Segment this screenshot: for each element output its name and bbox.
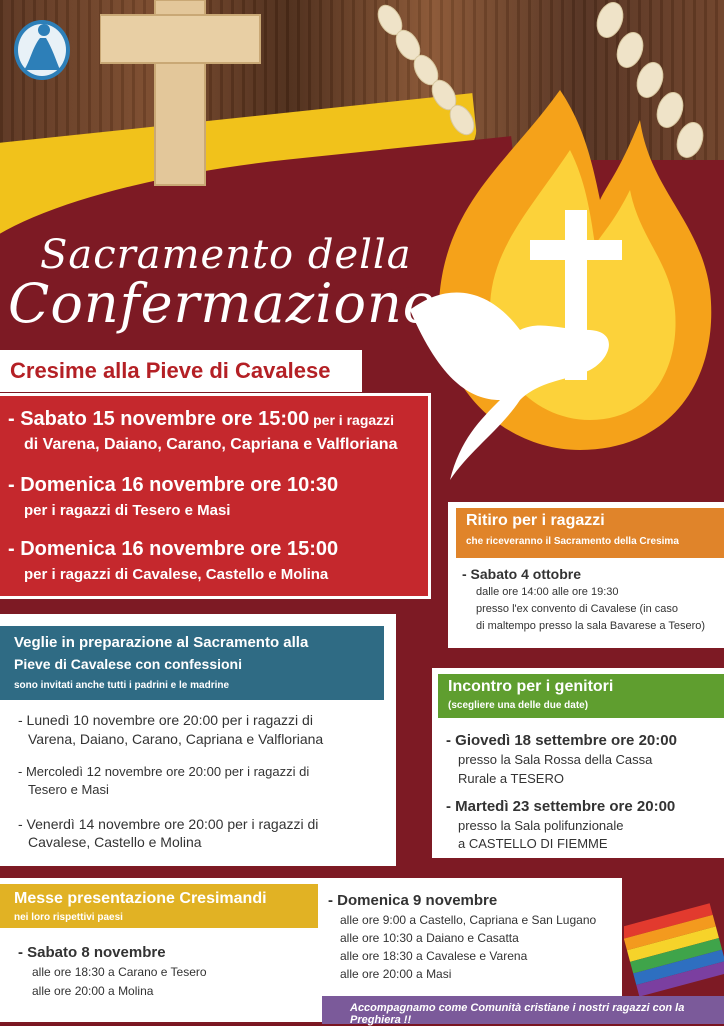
cresime-heading-panel bbox=[0, 350, 362, 392]
ritiro-date: - Sabato 4 ottobre bbox=[462, 566, 582, 582]
title-line1: Sacramento della bbox=[40, 232, 412, 278]
ritiro-subheading: che riceveranno il Sacramento della Cresima bbox=[466, 536, 679, 547]
incontro-item-2-line2: a CASTELLO DI FIEMME bbox=[458, 836, 608, 851]
veglie-item-1-line1: - Lunedì 10 novembre ore 20:00 per i ragazzi di bbox=[18, 712, 313, 728]
veglie-item-3-line2: Cavalese, Castello e Molina bbox=[28, 834, 202, 850]
messe-domenica-line3: alle ore 18:30 a Cavalese e Varena bbox=[340, 949, 528, 963]
veglie-item-2-line2: Tesero e Masi bbox=[28, 782, 109, 797]
messe-domenica-line2: alle ore 10:30 a Daiano e Casatta bbox=[340, 931, 519, 945]
footer-bar bbox=[322, 996, 724, 1024]
veglie-heading2: Pieve di Cavalese con confessioni bbox=[14, 656, 242, 672]
messe-heading-panel bbox=[0, 884, 318, 928]
messe-subheading: nei loro rispettivi paesi bbox=[14, 912, 123, 923]
rainbow-flag-icon bbox=[624, 900, 724, 996]
incontro-item-1-line2: Rurale a TESERO bbox=[458, 771, 564, 786]
veglie-item-3-line1: - Venerdì 14 novembre ore 20:00 per i ragazzi di bbox=[18, 816, 319, 832]
incontro-heading-panel bbox=[438, 674, 724, 718]
title-line2: Confermazione bbox=[8, 272, 436, 335]
cresime-heading: Cresime alla Pieve di Cavalese bbox=[10, 358, 331, 383]
incontro-item-1-date: - Giovedì 18 settembre ore 20:00 bbox=[446, 732, 677, 749]
parish-logo-icon bbox=[12, 12, 72, 82]
incontro-item-2-date: - Martedì 23 settembre ore 20:00 bbox=[446, 798, 676, 815]
cresime-item-1-date bbox=[8, 408, 394, 431]
cresime-item-1-big: - Sabato 15 novembre ore 15:00 bbox=[8, 408, 310, 430]
footer-text: Accompagnamo come Comunità cristiane i nostri ragazzi con la Preghiera !! bbox=[350, 1002, 685, 1026]
cresime-item-3-date: - Domenica 16 novembre ore 15:00 bbox=[8, 538, 339, 560]
cresime-item-3-line2: per i ragazzi di Cavalese, Castello e Molina bbox=[24, 566, 329, 583]
wooden-cross-icon bbox=[100, 0, 280, 190]
messe-sabato-line2: alle ore 20:00 a Molina bbox=[32, 984, 154, 998]
ritiro-heading-panel bbox=[456, 508, 724, 558]
messe-sabato-line1: alle ore 18:30 a Carano e Tesero bbox=[32, 965, 207, 979]
messe-domenica-line4: alle ore 20:00 a Masi bbox=[340, 967, 452, 981]
messe-domenica-line1: alle ore 9:00 a Castello, Capriana e San Lugano bbox=[340, 913, 597, 927]
veglie-item-2-line1: - Mercoledì 12 novembre ore 20:00 per i ragazzi di bbox=[18, 764, 310, 779]
messe-heading: Messe presentazione Cresimandi bbox=[14, 890, 267, 907]
flame-dove-icon bbox=[390, 80, 724, 480]
cresime-item-2-line2: per i ragazzi di Tesero e Masi bbox=[24, 502, 231, 519]
ritiro-line2: presso l'ex convento di Cavalese (in caso bbox=[476, 603, 679, 615]
veglie-heading3: sono invitati anche tutti i padrini e le madrine bbox=[14, 680, 230, 691]
cresime-item-1-inline: per i ragazzi bbox=[309, 412, 395, 428]
messe-domenica-date: - Domenica 9 novembre bbox=[328, 892, 498, 909]
ritiro-line1: dalle ore 14:00 alle ore 19:30 bbox=[476, 586, 619, 598]
cresime-panel bbox=[0, 393, 431, 599]
ritiro-line3: di maltempo presso la sala Bavarese a Tesero) bbox=[476, 620, 706, 632]
veglie-heading1: Veglie in preparazione al Sacramento alla bbox=[14, 634, 309, 651]
incontro-subheading: (scegliere una delle due date) bbox=[448, 700, 589, 711]
messe-sabato-date: - Sabato 8 novembre bbox=[18, 944, 166, 961]
cresime-item-1-line2: di Varena, Daiano, Carano, Capriana e Valfloriana bbox=[24, 436, 398, 453]
incontro-item-2-line1: presso la Sala polifunzionale bbox=[458, 818, 624, 833]
veglie-item-1-line2: Varena, Daiano, Carano, Capriana e Valfloriana bbox=[28, 731, 324, 747]
ritiro-heading: Ritiro per i ragazzi bbox=[466, 512, 605, 529]
cresime-item-2-date: - Domenica 16 novembre ore 10:30 bbox=[8, 474, 339, 496]
incontro-item-1-line1: presso la Sala Rossa della Cassa bbox=[458, 752, 653, 767]
veglie-heading-panel bbox=[0, 626, 384, 700]
incontro-heading: Incontro per i genitori bbox=[448, 678, 614, 695]
